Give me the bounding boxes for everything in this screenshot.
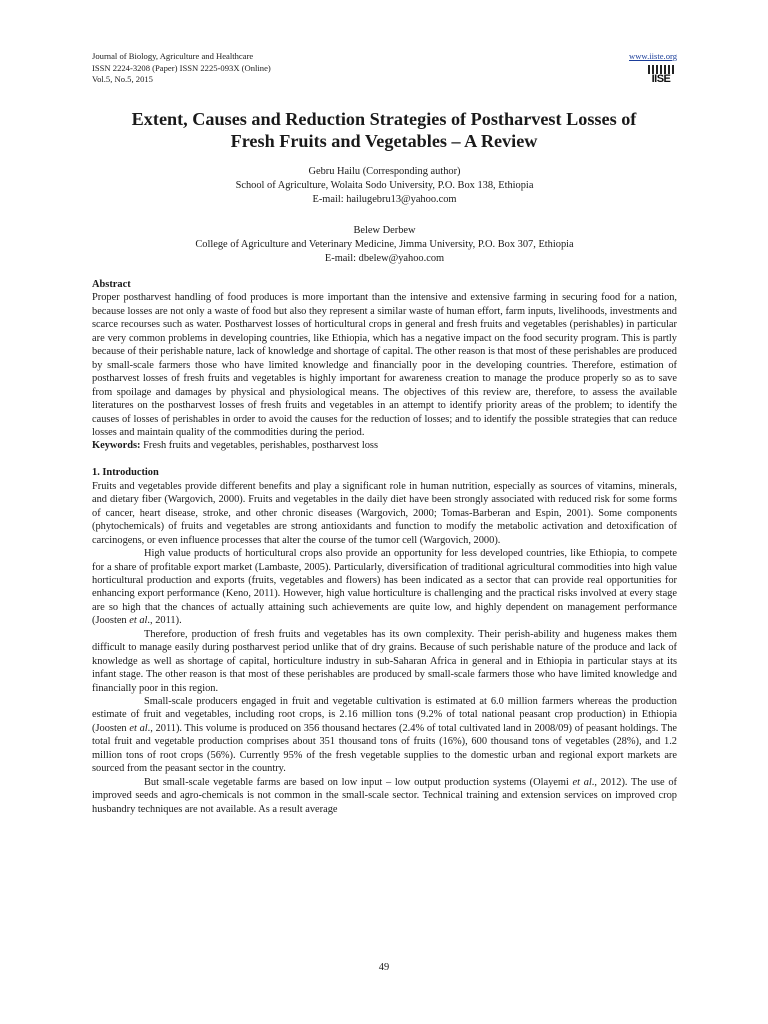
abstract-text: Proper postharvest handling of food produces is more important than the intensive and extensive farming in securing food for a nation, because losses are not only a waste of food but also they represent a similar waste of human effort, farm inputs, livelihoods, investments and scarce recourses such as water. Postharvest losses of horticultural crops in general and fresh fruits and vegetables (perishables) in particular are very common problems in developing countries, like Ethiopia, which has a negative impact on the food security program. This is partly because of their perishable nature, lack of knowledge and shortage of capital. The other reason is that most of these perishables are produced by small-scale farmers those who have limited knowledge and financially poor in the developing countries. Therefore, estimation of postharvest losses of fresh fruits and vegetables is highly important for awareness creation to manage the produce properly so as to save from spoilage and damages by physical and physiological means. The objectives of this review are, therefore, to assess the available literatures on the postharvest losses of fresh fruits and vegetables in an attempt to identify priority areas of the problem; to identify the causes of losses of perishables in order to avoid the causes for the reduction of losses; and to identify the possible strategies that can reduce losses and maintain quality of the commodities during the period. [92,292,677,438]
intro-paragraph-5: But small-scale vegetable farms are based on low input – low output production systems (Olayemi et al., 2012). The use of improved seeds and agro-chemicals is not common in the small-scale sector. Technical training and extension services on improved crop husbandry techniques are not available. As a result average [92,776,678,815]
keywords-label: Keywords: [92,440,141,452]
page-number: 49 [378,962,390,973]
title-line-1: Extent, Causes and Reduction Strategies of Postharvest Losses of [131,109,637,129]
journal-name: Journal of Biology, Agriculture and Healthcare [92,51,254,61]
author-1-affiliation: School of Agriculture, Wolaita Sodo University, P.O. Box 138, Ethiopia [235,180,534,191]
journal-url-link[interactable]: www.iiste.org [629,51,677,61]
author-2-affiliation: College of Agriculture and Veterinary Medicine, Jimma University, P.O. Box 307, Ethiopia [195,239,574,250]
logo-text: IISE [651,73,671,85]
journal-issn: ISSN 2224-3208 (Paper) ISSN 2225-093X (Online) [92,62,271,73]
journal-header [92,51,677,95]
abstract-heading: Abstract [92,279,131,290]
section-heading-introduction: 1. Introduction [92,467,159,479]
journal-info [92,51,271,86]
intro-paragraph-3: Therefore, production of fresh fruits and vegetables has its own complexity. Their perish-ability and hugeness makes them difficult to manage easily during postharvest period unlike that of dry grains. Because of such perishable nature of the produce and lack of knowledge as well as shortage of capital, horticulture industry in sub-Saharan Africa in general and in Ethiopia in particular stays at its infant stage. The other reason is that most of these perishables are produced by small-scale farmers those who have limited knowledge and financially poor in this region. [92,628,677,694]
iiste-logo [648,65,674,87]
paper-title [70,108,698,152]
keywords-text: Fresh fruits and vegetables, perishables, postharvest loss [143,440,378,452]
author-1-email: E-mail: hailugebru13@yahoo.com [312,194,457,205]
title-line-2: Fresh Fruits and Vegetables – A Review [230,131,538,151]
author-1-name: Gebru Hailu (Corresponding author) [308,166,461,177]
intro-paragraph-1: Fruits and vegetables provide different benefits and play a significant role in human nutrition, especially as sources of vitamins, minerals, and dietary fiber (Wargovich, 2000). Fruits and vegetables in the daily diet have been strongly associated with reduced risk for some forms of cancer, heart disease, stroke, and other chronic diseases (Wargovich, 2000; Tomas-Barberan and Espin, 2001). Some components (phytochemicals) of fruits and vegetables are strong antioxidants and function to modify the metabolic activation and detoxification of carcinogens, or even influence processes that alter the course of the tumor cell (Wargovich, 2000). [92,480,677,546]
author-2-name: Belew Derbew [353,225,416,236]
author-block [92,165,677,266]
paper-body [92,278,677,816]
keywords [92,439,677,452]
intro-paragraph-2: High value products of horticultural crops also provide an opportunity for less developed countries, like Ethiopia, to compete for a share of profitable export market (Lambaste, 2005). Particularly, diversification of traditional agricultural commodities into high value horticultural production and exports (fruits, vegetables and flowers) has been indicated as a sector that can provide real opportunities for enhancing export performance (Keno, 2011). However, high value horticulture is challenging and the practical risks involved at every stage are so high that the chances of actually attaining such achievements are quite low, and highly dependent on management performance (Joosten et al., 2011). [92,548,677,627]
author-2-email: E-mail: dbelew@yahoo.com [324,253,445,264]
intro-paragraph-4: Small-scale producers engaged in fruit and vegetable cultivation is estimated at 6.0 million farmers whereas the production estimate of fruit and vegetables, including root crops, is 2.16 million tons (9.2% of total national peasant crop production) in Ethiopia (Joosten et al., 2011). This volume is produced on 356 thousand hectares (2.4% of total cultivated land in 2008/09) of peasant holdings. The total fruit and vegetable production comprises about 351 thousand tons of fruits (16%), 600 thousand tons of vegetables (28%), and 1.2 million tons of root crops (56%). Currently 95% of the fresh vegetable supplies to the domestic urban and regional export markets are sourced from the peasant sector in the country. [92,696,678,775]
journal-volume: Vol.5, No.5, 2015 [92,74,153,84]
